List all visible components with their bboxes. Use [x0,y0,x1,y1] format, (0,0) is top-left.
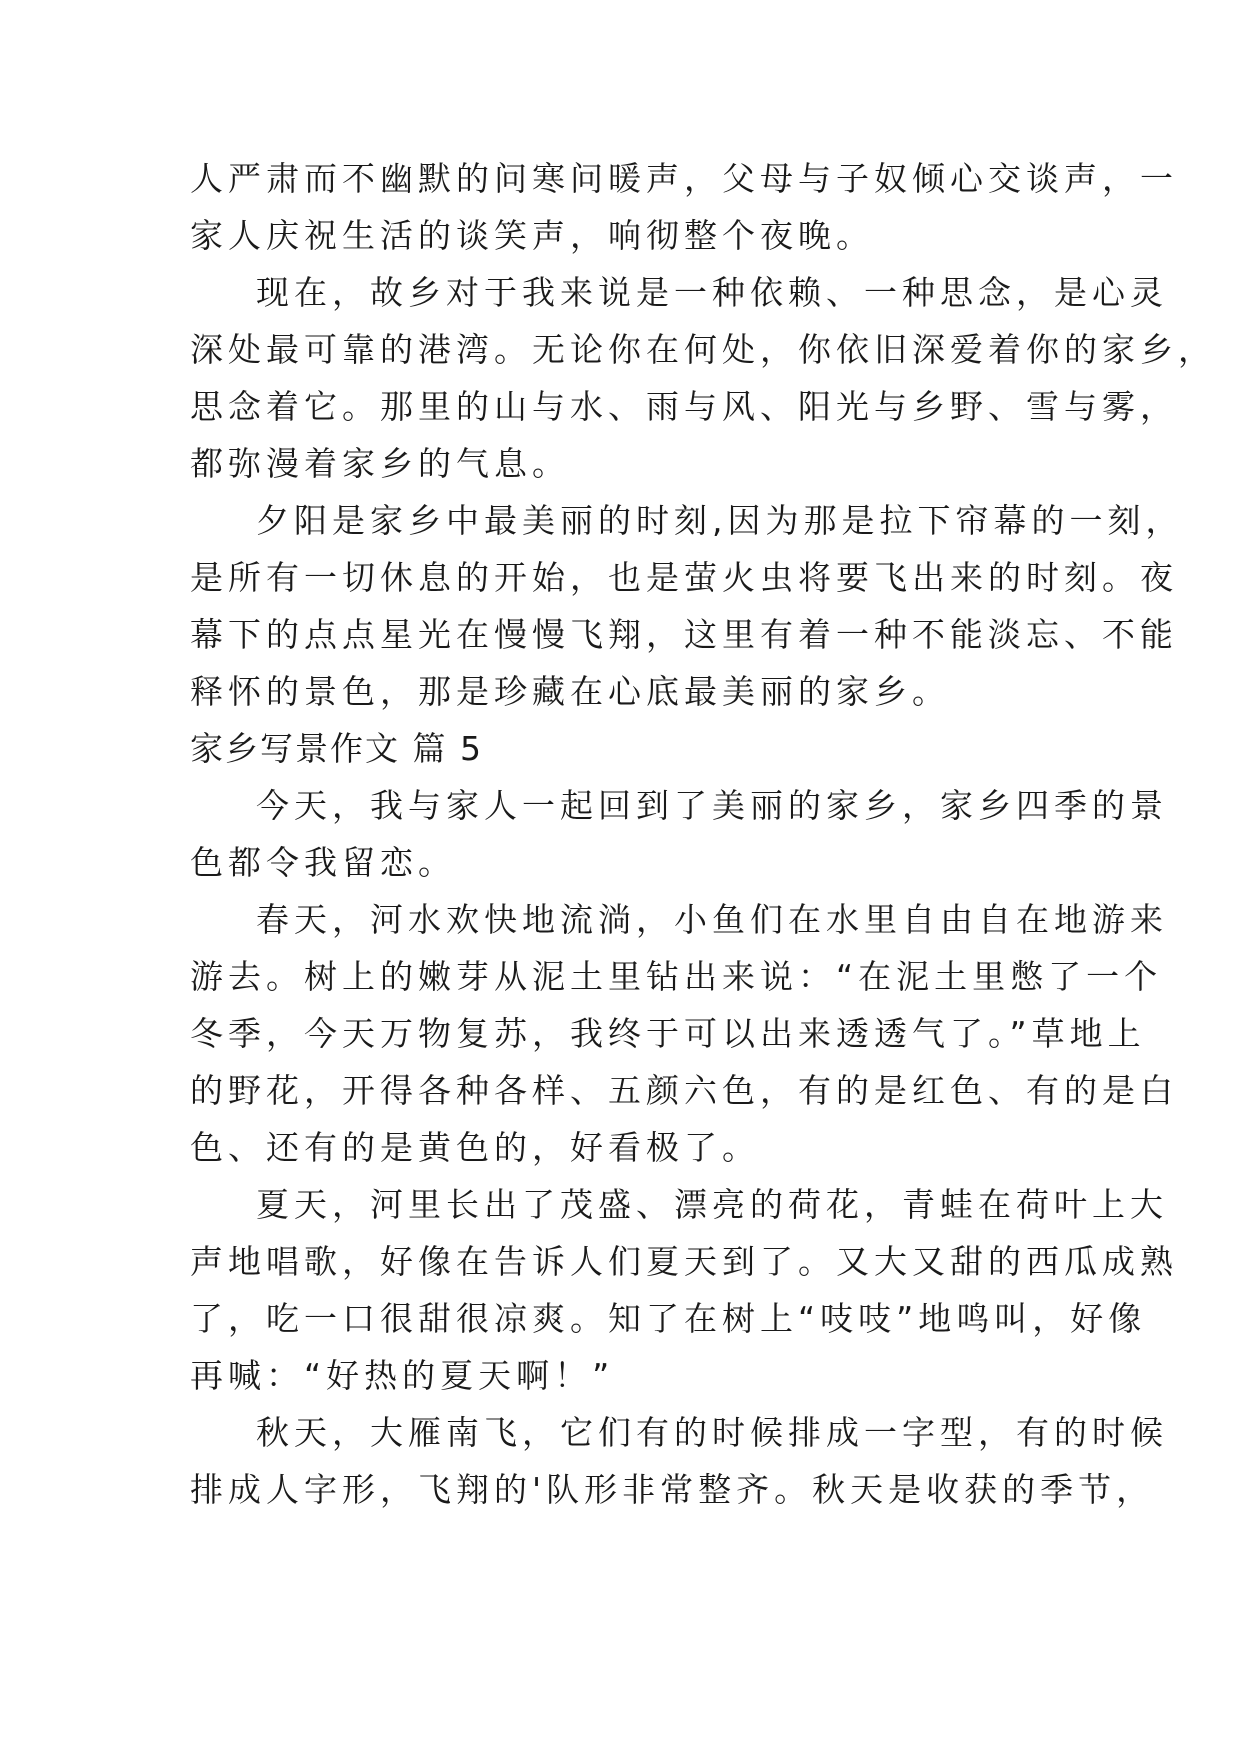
text-line: 再喊：“好热的夏天啊！” [190,1356,615,1395]
section-heading: 家乡写景作文 篇 5 [190,729,483,768]
text-line: 都弥漫着家乡的气息。 [190,444,570,483]
text-line: 幕下的点点星光在慢慢飞翔，这里有着一种不能淡忘、不能 [190,615,1178,654]
paragraph-start-line: 夏天，河里长出了茂盛、漂亮的荷花，青蛙在荷叶上大 [256,1185,1168,1224]
text-line: 了，吃一口很甜很凉爽。知了在树上“吱吱”地鸣叫，好像 [190,1299,1147,1338]
text-line: 冬季，今天万物复苏，我终于可以出来透透气了。”草地上 [190,1014,1146,1053]
paragraph-start-line: 今天，我与家人一起回到了美丽的家乡，家乡四季的景 [256,786,1168,825]
text-line: 声地唱歌，好像在告诉人们夏天到了。又大又甜的西瓜成熟 [190,1242,1178,1281]
text-line: 的野花，开得各种各样、五颜六色，有的是红色、有的是白 [190,1071,1178,1110]
paragraph-start-line: 秋天，大雁南飞，它们有的时候排成一字型，有的时候 [256,1413,1168,1452]
document-page [190,150,1216,1518]
text-line: 排成人字形，飞翔的'队形非常整齐。秋天是收获的季节， [190,1470,1155,1509]
text-line: 释怀的景色，那是珍藏在心底最美丽的家乡。 [190,672,950,711]
text-line: 游去。树上的嫩芽从泥土里钻出来说：“在泥土里憋了一个 [190,957,1163,996]
text-line: 深处最可靠的港湾。无论你在何处，你依旧深爱着你的家乡， [190,330,1216,369]
paragraph-start-line: 现在，故乡对于我来说是一种依赖、一种思念，是心灵 [256,273,1168,312]
text-line: 思念着它。那里的山与水、雨与风、阳光与乡野、雪与雾， [190,387,1178,426]
text-line: 色、还有的是黄色的，好看极了。 [190,1128,760,1167]
paragraph-start-line: 夕阳是家乡中最美丽的时刻,因为那是拉下帘幕的一刻， [256,501,1184,540]
text-line: 是所有一切休息的开始，也是萤火虫将要飞出来的时刻。夜 [190,558,1178,597]
text-line: 色都令我留恋。 [190,843,456,882]
paragraph-start-line: 春天，河水欢快地流淌，小鱼们在水里自由自在地游来 [256,900,1168,939]
text-line: 家人庆祝生活的谈笑声，响彻整个夜晚。 [190,216,874,255]
text-line: 人严肃而不幽默的问寒问暖声，父母与子奴倾心交谈声，一 [190,159,1178,198]
